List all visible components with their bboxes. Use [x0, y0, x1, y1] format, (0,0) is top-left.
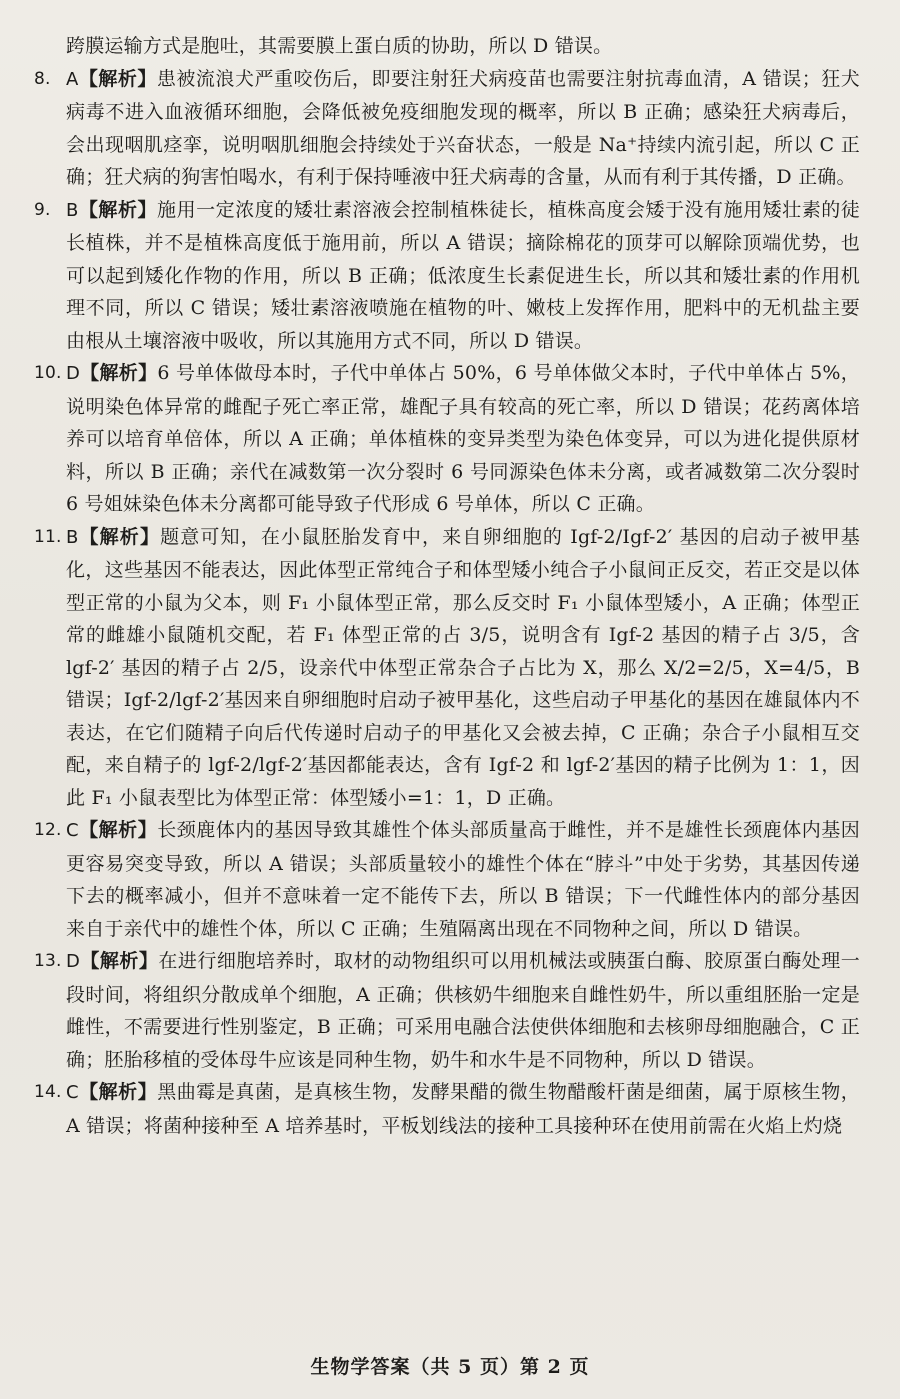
item-explanation: 施用一定浓度的矮壮素溶液会控制植株徒长，植株高度会矮于没有施用矮壮素的徒长植株，并不是植株高度低于施用前，所以 A 错误；摘除棉花的顶芽可以解除顶端优势，也可以起到矮化作物的作用，所以 B 正确；低浓度生长素促进生长，所以其和矮壮素的作用机理不同，所以 C 错误；矮壮素溶液喷施在植物的叶、嫩枝上发挥作用，肥料中的无机盐主要由根从土壤溶液中吸收，所以其施用方式不同，所以 D 错误。: [66, 198, 860, 352]
item-analysis-tag: 【解析】: [78, 1081, 158, 1103]
item-number: 10.: [34, 363, 62, 383]
item-explanation: 长颈鹿体内的基因导致其雄性个体头部质量高于雌性，并不是雄性长颈鹿体内基因更容易突变导致，所以 A 错误；头部质量较小的雄性个体在“脖斗”中处于劣势，其基因传递下去的概率减小，但并不意味着一定不能传下去，所以 B 错误；下一代雌性体内的部分基因来自于亲代中的雄性个体，所以 C 正确；生殖隔离出现在不同物种之间，所以 D 错误。: [66, 819, 860, 940]
item-answer: C: [66, 1082, 79, 1103]
item-answer: D: [66, 363, 81, 384]
answer-item-8: [36, 63, 860, 194]
item-number: 8.: [34, 68, 51, 89]
page-footer: 生物学答案（共 5 页）第 2 页: [310, 1356, 590, 1378]
item-answer: B: [66, 199, 79, 221]
item-explanation: 6 号单体做母本时，子代中单体占 50%，6 号单体做父本时，子代中单体占 5%，说明染色体异常的雌配子死亡率正常，雄配子具有较高的死亡率，所以 D 错误；花药离体培养可以培育单倍体，所以 A 正确；单体植株的变异类型为染色体变异，可以为进化提供原材料，所以 B 正确；亲代在减数第一次分裂时 6 号同源染色体未分离，或者减数第二次分裂时 6 号姐妹染色体未分离都可能导致子代形成 6 号单体，所以 C 正确。: [66, 362, 860, 515]
item-analysis-tag: 【解析】: [80, 362, 158, 384]
item-explanation: 题意可知，在小鼠胚胎发育中，来自卵细胞的 Igf-2/Igf-2′ 基因的启动子被甲基化，这些基因不能表达，因此体型正常纯合子和体型矮小纯合子小鼠间正反交，若正交是以体型正常的小鼠为父本，则 F₁ 小鼠体型正常，那么反交时 F₁ 小鼠体型矮小，A 正确；体型正常的雌雄小鼠随机交配，若 F₁ 体型正常的占 3/5，说明含有 Igf-2 基因的精子占 3/5，含 lgf-2′ 基因的精子占 2/5，设亲代中体型正常杂合子占比为 X，那么 X/2=2/5，X=4/5，B 错误；Igf-2/lgf-2′基因来自卵细胞时启动子被甲基化，这些启动子甲基化的基因在雄鼠体内不表达，在它们随精子向后代传递时启动子的甲基化又会被去掉，C 正确；杂合子小鼠相互交配，来自精子的 lgf-2/lgf-2′基因都能表达，含有 Igf-2 和 lgf-2′基因的精子比例为 1：1，因此 F₁ 小鼠表型比为体型正常：体型矮小=1：1，D 正确。: [66, 525, 860, 809]
item-analysis-tag: 【解析】: [78, 67, 157, 90]
item-analysis-tag: 【解析】: [80, 950, 159, 972]
item-answer: B: [66, 526, 79, 548]
item-analysis-tag: 【解析】: [78, 819, 158, 841]
answer-item-12: [36, 814, 860, 945]
item-answer: D: [66, 951, 81, 972]
item-answer: C: [66, 820, 79, 841]
item-number: 9.: [34, 199, 51, 220]
continuation-paragraph: 跨膜运输方式是胞吐，其需要膜上蛋白质的协助，所以 D 错误。: [66, 35, 613, 57]
answer-list: [36, 63, 860, 1143]
item-explanation: 在进行细胞培养时，取材的动物组织可以用机械法或胰蛋白酶、胶原蛋白酶处理一段时间，将组织分散成单个细胞，A 正确；供核奶牛细胞来自雌性奶牛，所以重组胚胎一定是雌性，不需要进行性别鉴定，B 正确；可采用电融合法使供体细胞和去核卵母细胞融合，C 正确；胚胎移植的受体母牛应该是同种生物，奶牛和水牛是不同物种，所以 D 错误。: [66, 950, 860, 1071]
answer-item-13: [36, 945, 860, 1076]
answer-item-14: [36, 1076, 860, 1142]
item-analysis-tag: 【解析】: [78, 198, 158, 221]
item-explanation: 患被流浪犬严重咬伤后，即要注射狂犬病疫苗也需要注射抗毒血清，A 错误；狂犬病毒不进入血液循环细胞，会降低被免疫细胞发现的概率，所以 B 正确；感染狂犬病毒后，会出现咽肌痉挛，说明咽肌细胞会持续处于兴奋状态，一般是 Na⁺持续内流引起，所以 C 正确；狂犬病的狗害怕喝水，有利于保持唾液中狂犬病毒的含量，从而有利于其传播，D 正确。: [66, 67, 860, 188]
item-answer: A: [66, 68, 79, 90]
item-number: 14.: [34, 1082, 62, 1102]
answer-item-10: [36, 357, 860, 521]
item-number: 11.: [34, 526, 62, 547]
item-number: 12.: [34, 820, 62, 840]
item-explanation: 黑曲霉是真菌，是真核生物，发酵果醋的微生物醋酸杆菌是细菌，属于原核生物，A 错误；将菌种接种至 A 培养基时，平板划线法的接种工具接种环在使用前需在火焰上灼烧: [66, 1081, 860, 1137]
answer-item-9: [36, 194, 860, 358]
answer-item-11: [36, 521, 860, 815]
item-analysis-tag: 【解析】: [78, 525, 161, 548]
item-number: 13.: [34, 951, 62, 971]
